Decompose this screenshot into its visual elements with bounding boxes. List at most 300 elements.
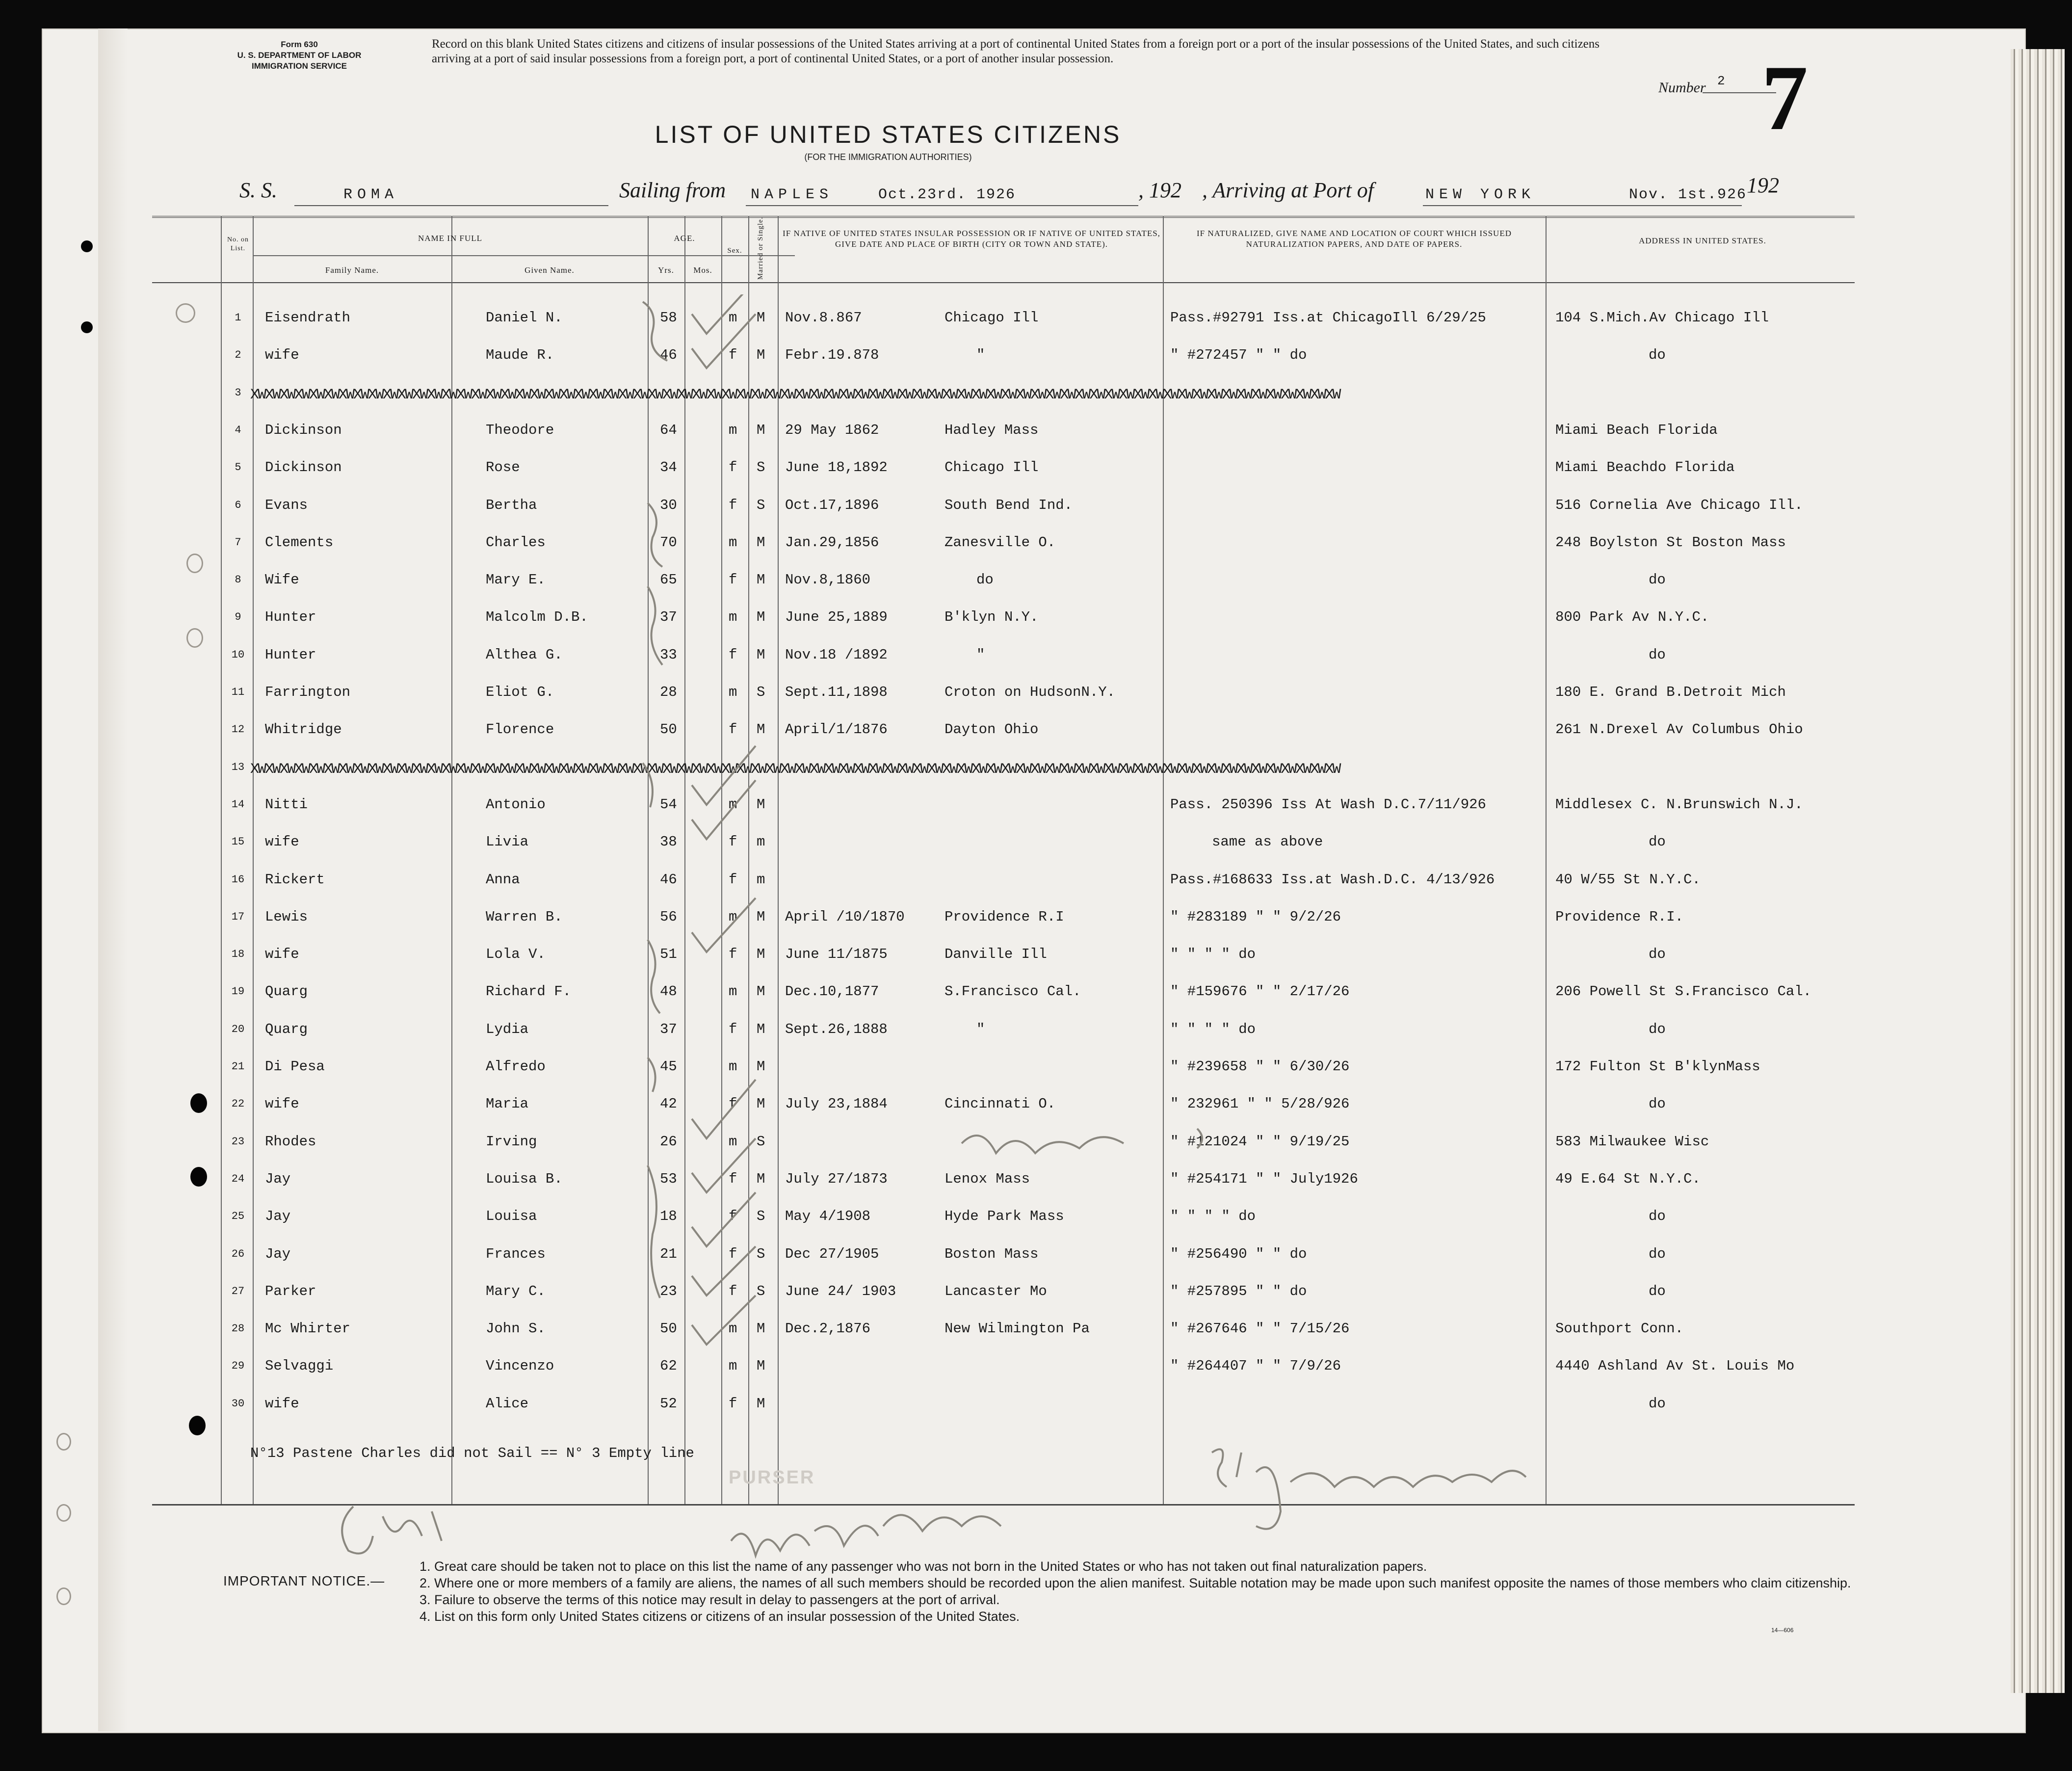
purser-stamp: PURSER [729, 1467, 815, 1488]
cell-sex: f [729, 497, 737, 513]
cell-yrs: 48 [660, 983, 677, 1000]
notice-item: 1. Great care should be taken not to place on this list the name of any passenger who was not born in the United States or who has not taken out final naturalization papers. [420, 1559, 1427, 1574]
row-number: 11 [231, 686, 245, 698]
cell-sex: f [729, 834, 737, 850]
table-row [152, 447, 1855, 484]
cell-sex: m [729, 1058, 737, 1075]
cell-yrs: 54 [660, 796, 677, 813]
cell-bplace: Chicago Ill [944, 310, 1039, 326]
cell-yrs: 70 [660, 534, 677, 551]
cell-sex: f [729, 1208, 737, 1225]
row-number: 23 [231, 1135, 245, 1148]
cell-nat: Pass.#168633 Iss.at Wash.D.C. 4/13/926 [1170, 871, 1495, 888]
row-number: 30 [231, 1397, 245, 1410]
arriving-underline [1423, 205, 1742, 206]
cell-ms: M [757, 946, 765, 963]
col-head-naturalized: IF NATURALIZED, GIVE NAME AND LOCATION OF COURT WHICH ISSUED NATURALIZATION PAPERS, AND DATE OF PAPERS. [1196, 229, 1512, 249]
cell-given: Lola V. [486, 946, 546, 963]
row-number: 3 [235, 386, 241, 399]
cell-ms: M [757, 572, 765, 588]
cell-family: wife [265, 946, 299, 963]
cell-given: Mary C. [486, 1283, 546, 1299]
cell-bdate: Sept.11,1898 [785, 684, 888, 700]
cell-addr: 206 Powell St S.Francisco Cal. [1555, 983, 1812, 1000]
cell-yrs: 51 [660, 946, 677, 963]
table-row [152, 297, 1855, 334]
page-title: LIST OF UNITED STATES CITIZENS [655, 121, 1122, 148]
row-number: 12 [231, 723, 245, 736]
cell-sex: m [729, 422, 737, 438]
cell-given: Malcolm D.B. [486, 609, 588, 626]
row-number: 20 [231, 1023, 245, 1035]
cell-addr: do [1649, 1021, 1666, 1037]
cell-bplace: do [976, 572, 994, 588]
cell-nat: " #254171 " " July1926 [1170, 1170, 1358, 1187]
cell-yrs: 42 [660, 1096, 677, 1112]
table-row [152, 372, 1855, 409]
row-number: 5 [235, 461, 241, 474]
cell-yrs: 56 [660, 908, 677, 925]
cell-addr: do [1649, 1283, 1666, 1299]
cell-yrs: 26 [660, 1133, 677, 1150]
cell-bplace: Boston Mass [944, 1245, 1039, 1262]
table-row [152, 1270, 1855, 1308]
cell-addr: do [1649, 1245, 1666, 1262]
table-row [152, 971, 1855, 1008]
table-row [152, 709, 1855, 746]
cell-nat: " " " " do [1170, 1021, 1256, 1037]
cell-ms: S [757, 1133, 765, 1150]
cell-addr: Southport Conn. [1555, 1321, 1684, 1337]
date-from: Oct.23rd. 1926 [878, 186, 1016, 203]
list-number-stamp: 7 [1761, 47, 1808, 150]
cell-addr: 180 E. Grand B.Detroit Mich [1555, 684, 1786, 700]
punch-hole [81, 321, 93, 333]
table-row [152, 859, 1855, 896]
cell-ms: M [757, 422, 765, 438]
form-print-code: 14—606 [1771, 1627, 1794, 1634]
arriving-label: , Arriving at Port of [1202, 178, 1374, 202]
cell-yrs: 46 [660, 347, 677, 364]
cell-family: Jay [265, 1170, 291, 1187]
cell-family: Mc Whirter [265, 1321, 351, 1337]
cell-given: Charles [486, 534, 546, 551]
cell-bplace: Chicago Ill [944, 459, 1039, 476]
cell-nat: " " " " do [1170, 946, 1256, 963]
row-number: 13 [231, 761, 245, 773]
cell-given: Daniel N. [486, 310, 563, 326]
row-number: 19 [231, 985, 245, 998]
cell-bdate: Dec.10,1877 [785, 983, 879, 1000]
cell-nat: " #256490 " " do [1170, 1245, 1307, 1262]
cell-family: Hunter [265, 609, 316, 626]
cell-ms: M [757, 609, 765, 626]
row-number: 22 [231, 1098, 245, 1110]
cell-addr: do [1649, 347, 1666, 364]
cell-family: wife [265, 1395, 299, 1412]
cell-bplace: Croton on HudsonN.Y. [944, 684, 1116, 700]
cell-given: Alfredo [486, 1058, 546, 1075]
cell-sex: m [729, 310, 737, 326]
port-to: NEW YORK [1425, 186, 1536, 203]
year-stub-to: 192 [1747, 173, 1779, 197]
row-number: 2 [235, 349, 241, 362]
table-row [152, 1383, 1855, 1420]
row-number: 14 [231, 798, 245, 811]
table-row [152, 896, 1855, 933]
table-row [152, 484, 1855, 522]
table-row [152, 334, 1855, 371]
row-number: 9 [235, 611, 241, 624]
cell-sex: f [729, 871, 737, 888]
notice-items [420, 1558, 1891, 1625]
cell-yrs: 62 [660, 1358, 677, 1375]
cell-family: Lewis [265, 908, 308, 925]
table-row [152, 1008, 1855, 1046]
cell-ms: M [757, 796, 765, 813]
col-head-married: Married or Single. [757, 216, 764, 280]
row-number: 4 [235, 423, 241, 436]
cell-bplace: S.Francisco Cal. [944, 983, 1081, 1000]
cell-bplace: Providence R.I [944, 908, 1064, 925]
cell-family: Jay [265, 1245, 291, 1262]
cell-addr: do [1649, 646, 1666, 663]
cell-ms: M [757, 908, 765, 925]
cell-ms: S [757, 459, 765, 476]
form-id-block [194, 39, 405, 72]
row-number: 6 [235, 499, 241, 511]
cell-yrs: 37 [660, 609, 677, 626]
row-number: 29 [231, 1360, 245, 1373]
cell-family: wife [265, 834, 299, 850]
cell-yrs: 18 [660, 1208, 677, 1225]
notice-item: 4. List on this form only United States citizens or citizens of an insular possession of the United States. [420, 1609, 1020, 1624]
notice-lead: IMPORTANT NOTICE.— [223, 1573, 385, 1588]
form-instruction: Record on this blank United States citizens and citizens of insular possessions of the United States arriving at a port of continental United States from a foreign port or a port of the insular possessions of the United States, and such citizens arriving at a port of said insular possessions from a foreign port, a port of continental United States, or a port of another insular possession. [432, 37, 1600, 65]
table-row [152, 671, 1855, 709]
cell-yrs: 53 [660, 1170, 677, 1187]
cell-yrs: 21 [660, 1245, 677, 1262]
cell-bplace: B'klyn N.Y. [944, 609, 1039, 626]
cell-sex: m [729, 1321, 737, 1337]
cell-family: Di Pesa [265, 1058, 325, 1075]
cell-addr: Miami Beachdo Florida [1555, 459, 1735, 476]
cell-yrs: 23 [660, 1283, 677, 1299]
cell-bdate: Nov.18 /1892 [785, 646, 888, 663]
cell-sex: m [729, 609, 737, 626]
table-top-rule [152, 216, 1855, 218]
cell-sex: f [729, 646, 737, 663]
row-number: 28 [231, 1322, 245, 1335]
cell-bdate: Dec 27/1905 [785, 1245, 879, 1262]
cell-ms: M [757, 1395, 765, 1412]
cell-ms: M [757, 347, 765, 364]
cell-family: Clements [265, 534, 334, 551]
cell-nat: " #283189 " " 9/2/26 [1170, 908, 1341, 925]
row-number: 15 [231, 836, 245, 848]
row-number: 27 [231, 1285, 245, 1297]
table-row [152, 634, 1855, 671]
cell-family: Rhodes [265, 1133, 316, 1150]
cell-ms: M [757, 646, 765, 663]
cell-yrs: 38 [660, 834, 677, 850]
cell-ms: M [757, 534, 765, 551]
cell-family: Nitti [265, 796, 308, 813]
table-row [152, 1121, 1855, 1158]
cell-sex: f [729, 459, 737, 476]
row-number: 21 [231, 1060, 245, 1073]
table-row [152, 559, 1855, 596]
department-name: U. S. DEPARTMENT OF LABOR [237, 51, 362, 60]
row-number: 1 [235, 312, 241, 324]
table-header-rule [152, 282, 1855, 283]
row-number: 26 [231, 1247, 245, 1260]
cell-family: Jay [265, 1208, 291, 1225]
cell-addr: 4440 Ashland Av St. Louis Mo [1555, 1358, 1795, 1375]
table-row [152, 1308, 1855, 1345]
cell-sex: f [729, 1021, 737, 1037]
cell-sex: m [729, 796, 737, 813]
cell-ms: M [757, 1021, 765, 1037]
cell-addr: 104 S.Mich.Av Chicago Ill [1555, 310, 1769, 326]
col-head-mos: Mos. [693, 265, 712, 275]
cell-given: Frances [486, 1245, 546, 1262]
table-row [152, 746, 1855, 784]
cell-ms: S [757, 1283, 765, 1299]
cell-family: Quarg [265, 1021, 308, 1037]
punch-hole [81, 240, 93, 252]
table-row [152, 522, 1855, 559]
cell-nat: same as above [1212, 834, 1323, 850]
cell-addr: do [1649, 1096, 1666, 1112]
col-head-no: No. on List. [227, 236, 249, 252]
cell-given: Louisa [486, 1208, 537, 1225]
cell-bdate: Oct.17,1896 [785, 497, 879, 513]
cell-addr: do [1649, 1208, 1666, 1225]
cell-addr: 40 W/55 St N.Y.C. [1555, 871, 1701, 888]
cell-sex: f [729, 1395, 737, 1412]
cell-bdate: Sept.26,1888 [785, 1021, 888, 1037]
cell-given: Livia [486, 834, 529, 850]
cell-bplace: Zanesville O. [944, 534, 1056, 551]
cell-nat: " #267646 " " 7/15/26 [1170, 1321, 1350, 1337]
cell-addr: 261 N.Drexel Av Columbus Ohio [1555, 721, 1803, 738]
cell-addr: 516 Cornelia Ave Chicago Ill. [1555, 497, 1803, 513]
sailing-underline [746, 205, 1138, 206]
cell-addr: Miami Beach Florida [1555, 422, 1718, 438]
table-row [152, 409, 1855, 447]
cell-given: Eliot G. [486, 684, 554, 700]
struck-out-line: XWXWXWXWXWXWXWXWXWXWXWXWXWXWXWXWXWXWXWXWXWXWXWXWXWXWXWXWXWXWXWXWXWXWXWXWXWXWXWXWXWXWXWXWXWXWXWXWXWXWXWXWXWXWXWXWXWXWXWXWXWXWXWXWXWXWXWXWXWXWXWXWXWXW [250, 386, 1340, 403]
cell-bdate: June 24/ 1903 [785, 1283, 896, 1299]
table-row [152, 596, 1855, 634]
cell-addr: 49 E.64 St N.Y.C. [1555, 1170, 1701, 1187]
punch-hole [56, 1433, 71, 1451]
cell-bdate: July 27/1873 [785, 1170, 888, 1187]
cell-sex: f [729, 347, 737, 364]
number-label: Number [1658, 79, 1706, 96]
cell-nat: Pass. 250396 Iss At Wash D.C.7/11/926 [1170, 796, 1486, 813]
cell-ms: m [757, 834, 765, 850]
cell-bdate: June 11/1875 [785, 946, 888, 963]
cell-ms: M [757, 1096, 765, 1112]
cell-family: wife [265, 347, 299, 364]
table-row [152, 784, 1855, 821]
table-row [152, 1233, 1855, 1270]
col-head-birth: IF NATIVE OF UNITED STATES INSULAR POSSESSION OR IF NATIVE OF UNITED STATES, GIVE DATE AND PLACE OF BIRTH (CITY OR TOWN AND STATE). [783, 229, 1160, 249]
cell-sex: m [729, 1133, 737, 1150]
cell-yrs: 58 [660, 310, 677, 326]
cell-sex: f [729, 1170, 737, 1187]
cell-addr: Middlesex C. N.Brunswich N.J. [1555, 796, 1803, 813]
cell-addr: 583 Milwaukee Wisc [1555, 1133, 1709, 1150]
cell-yrs: 45 [660, 1058, 677, 1075]
cell-bdate: 29 May 1862 [785, 422, 879, 438]
table-row [152, 821, 1855, 858]
cell-given: Bertha [486, 497, 537, 513]
cell-ms: m [757, 871, 765, 888]
cell-bdate: June 18,1892 [785, 459, 888, 476]
cell-yrs: 64 [660, 422, 677, 438]
cell-addr: do [1649, 834, 1666, 850]
cell-addr: Providence R.I. [1555, 908, 1684, 925]
cell-addr: 800 Park Av N.Y.C. [1555, 609, 1709, 626]
col-head-sex: Sex. [727, 247, 742, 255]
cell-family: Dickinson [265, 459, 342, 476]
cell-yrs: 33 [660, 646, 677, 663]
cell-bdate: April/1/1876 [785, 721, 888, 738]
cell-bplace: Hadley Mass [944, 422, 1039, 438]
passenger-rows [152, 297, 1855, 1440]
cell-family: Eisendrath [265, 310, 351, 326]
cell-nat: " #159676 " " 2/17/26 [1170, 983, 1350, 1000]
cell-ms: S [757, 1245, 765, 1262]
table-row [152, 1195, 1855, 1233]
number-value: 2 [1717, 74, 1725, 88]
checkmark-column [687, 294, 765, 1384]
cell-bdate: June 25,1889 [785, 609, 888, 626]
struck-out-line: XWXWXWXWXWXWXWXWXWXWXWXWXWXWXWXWXWXWXWXWXWXWXWXWXWXWXWXWXWXWXWXWXWXWXWXWXWXWXWXWXWXWXWXWXWXWXWXWXWXWXWXWXWXWXWXWXWXWXWXWXWXWXWXWXWXWXWXWXWXWXWXWXWXW [250, 761, 1340, 778]
cell-yrs: 52 [660, 1395, 677, 1412]
cell-addr: do [1649, 946, 1666, 963]
cell-sex: f [729, 1245, 737, 1262]
sailing-label: Sailing from [619, 178, 726, 202]
cell-bplace: " [976, 646, 985, 663]
cell-ms: S [757, 684, 765, 700]
cell-given: Lydia [486, 1021, 529, 1037]
cell-sex: f [729, 721, 737, 738]
cell-bdate: Nov.8.867 [785, 310, 862, 326]
cell-yrs: 46 [660, 871, 677, 888]
col-head-given-name: Given Name. [525, 265, 575, 275]
cell-family: Parker [265, 1283, 316, 1299]
cell-given: Richard F. [486, 983, 572, 1000]
stacked-page-edges [2011, 49, 2065, 1693]
row-number: 7 [235, 536, 241, 549]
cell-bplace: Danville Ill [944, 946, 1047, 963]
row-number: 25 [231, 1210, 245, 1223]
footnote: N°13 Pastene Charles did not Sail == N° 3 Empty line [250, 1445, 694, 1461]
page-subtitle: (FOR THE IMMIGRATION AUTHORITIES) [804, 152, 972, 162]
cell-family: Dickinson [265, 422, 342, 438]
form-number: Form 630 [281, 40, 318, 49]
cell-ms: M [757, 1170, 765, 1187]
cell-sex: m [729, 983, 737, 1000]
punch-hole [56, 1504, 71, 1522]
cell-given: Louisa B. [486, 1170, 563, 1187]
cell-given: John S. [486, 1321, 546, 1337]
cell-yrs: 65 [660, 572, 677, 588]
binding-margin [98, 28, 128, 1731]
table-row [152, 1046, 1855, 1083]
cell-family: wife [265, 1096, 299, 1112]
cell-family: Farrington [265, 684, 351, 700]
cell-bdate: April /10/1870 [785, 908, 905, 925]
date-to: Nov. 1st.926 [1629, 186, 1747, 203]
service-name: IMMIGRATION SERVICE [252, 61, 347, 71]
cell-ms: M [757, 1358, 765, 1375]
cell-bplace: Hyde Park Mass [944, 1208, 1064, 1225]
row-number: 10 [231, 648, 245, 661]
cell-family: Selvaggi [265, 1358, 334, 1375]
cell-given: Florence [486, 721, 554, 738]
table-row [152, 1345, 1855, 1382]
row-number: 16 [231, 873, 245, 886]
table-row [152, 1158, 1855, 1195]
cell-ms: S [757, 497, 765, 513]
cell-bplace: Lenox Mass [944, 1170, 1030, 1187]
cell-sex: m [729, 1358, 737, 1375]
year-stub-from: , 192 [1138, 178, 1181, 202]
cell-addr: do [1649, 572, 1666, 588]
row-number: 24 [231, 1172, 245, 1185]
cell-bplace: Cincinnati O. [944, 1096, 1056, 1112]
table-row [152, 933, 1855, 971]
col-head-yrs: Yrs. [658, 265, 674, 275]
table-bottom-rule [152, 1504, 1855, 1506]
cell-nat: " #264407 " " 7/9/26 [1170, 1358, 1341, 1375]
cell-given: Vincenzo [486, 1358, 554, 1375]
cell-yrs: 30 [660, 497, 677, 513]
cell-sex: m [729, 684, 737, 700]
cell-family: Evans [265, 497, 308, 513]
cell-yrs: 28 [660, 684, 677, 700]
cell-given: Maude R. [486, 347, 554, 364]
cell-bdate: Nov.8,1860 [785, 572, 871, 588]
ship-underline [294, 205, 608, 206]
ship-name: ROMA [343, 186, 399, 203]
cell-bplace: Lancaster Mo [944, 1283, 1047, 1299]
cell-ms: M [757, 310, 765, 326]
cell-bplace: New Wilmington Pa [944, 1321, 1090, 1337]
col-head-family-name: Family Name. [325, 265, 379, 275]
cell-addr: do [1649, 1395, 1666, 1412]
cell-given: Warren B. [486, 908, 563, 925]
cell-addr: 172 Fulton St B'klynMass [1555, 1058, 1760, 1075]
family-brace-marks [638, 292, 687, 1352]
cell-family: Quarg [265, 983, 308, 1000]
row-number: 18 [231, 948, 245, 961]
cell-nat: " 232961 " " 5/28/926 [1170, 1096, 1350, 1112]
notice-item: 3. Failure to observe the terms of this notice may result in delay to passengers at the port of arrival. [420, 1592, 1000, 1607]
cell-ms: M [757, 1058, 765, 1075]
cell-given: Antonio [486, 796, 546, 813]
cell-family: Wife [265, 572, 299, 588]
cell-nat: " #272457 " " do [1170, 347, 1307, 364]
cell-yrs: 50 [660, 1321, 677, 1337]
cell-nat: " #121024 " " 9/19/25 [1170, 1133, 1350, 1150]
cell-given: Maria [486, 1096, 529, 1112]
